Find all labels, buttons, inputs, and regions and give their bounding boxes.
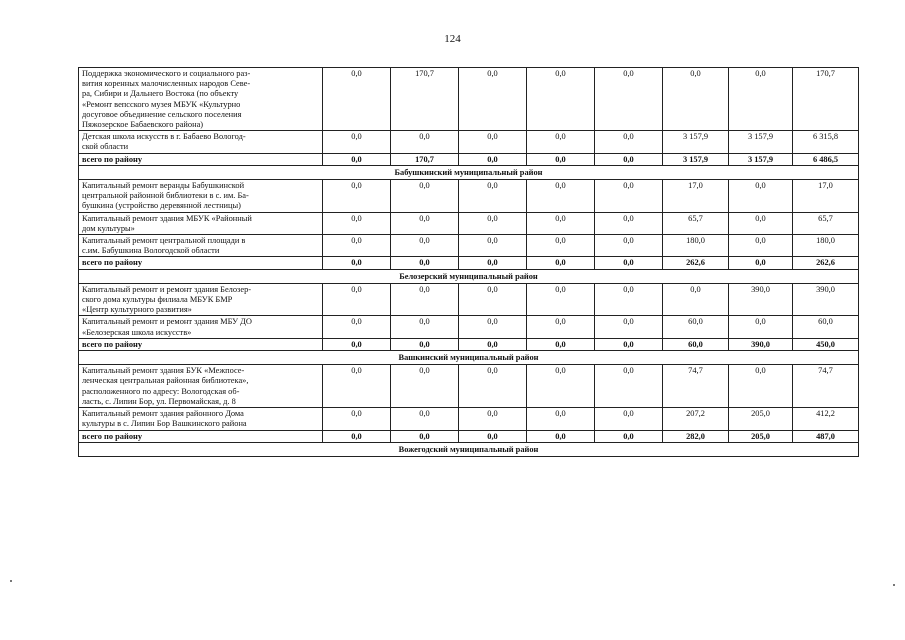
amount-cell: 0,0 <box>323 283 391 316</box>
amount-cell: 0,0 <box>595 408 663 430</box>
amount-cell: 0,0 <box>391 257 459 269</box>
amount-cell: 0,0 <box>459 338 527 350</box>
scan-mark <box>893 584 895 586</box>
amount-cell: 65,7 <box>663 212 729 234</box>
total-label: всего по району <box>79 430 323 442</box>
amount-cell: 60,0 <box>663 316 729 338</box>
budget-table <box>78 67 859 457</box>
amount-cell: 0,0 <box>323 212 391 234</box>
amount-cell: 0,0 <box>323 180 391 213</box>
amount-cell: 180,0 <box>663 235 729 257</box>
amount-cell: 74,7 <box>793 365 859 408</box>
district-name: Белозерский муниципальный район <box>79 269 859 283</box>
amount-cell: 3 157,9 <box>729 131 793 153</box>
amount-cell: 0,0 <box>595 338 663 350</box>
amount-cell: 0,0 <box>527 212 595 234</box>
amount-cell: 0,0 <box>729 235 793 257</box>
district-name: Бабушкинский муниципальный район <box>79 165 859 179</box>
table-row <box>79 68 859 131</box>
table-row <box>79 316 859 338</box>
total-label: всего по району <box>79 153 323 165</box>
total-label: всего по району <box>79 257 323 269</box>
amount-cell: 0,0 <box>323 316 391 338</box>
amount-cell: 0,0 <box>459 68 527 131</box>
amount-cell: 0,0 <box>729 365 793 408</box>
amount-cell: 0,0 <box>459 212 527 234</box>
amount-cell: 450,0 <box>793 338 859 350</box>
amount-cell: 0,0 <box>323 365 391 408</box>
amount-cell: 0,0 <box>527 365 595 408</box>
amount-cell: 0,0 <box>323 131 391 153</box>
amount-cell: 0,0 <box>595 68 663 131</box>
amount-cell: 0,0 <box>323 408 391 430</box>
amount-cell: 74,7 <box>663 365 729 408</box>
district-total-row <box>79 153 859 165</box>
amount-cell: 0,0 <box>595 283 663 316</box>
amount-cell: 170,7 <box>793 68 859 131</box>
district-header-row <box>79 269 859 283</box>
project-name: Детская школа искусств в г. Бабаево Вологод- ской области <box>79 131 323 153</box>
amount-cell: 6 486,5 <box>793 153 859 165</box>
amount-cell: 65,7 <box>793 212 859 234</box>
project-name: Капитальный ремонт здания районного Дома культуры в с. Липин Бор Вашкинского района <box>79 408 323 430</box>
amount-cell: 0,0 <box>459 408 527 430</box>
amount-cell: 0,0 <box>663 283 729 316</box>
table-row <box>79 212 859 234</box>
amount-cell: 0,0 <box>595 153 663 165</box>
scan-mark <box>10 580 12 582</box>
amount-cell: 170,7 <box>391 68 459 131</box>
amount-cell: 0,0 <box>459 283 527 316</box>
amount-cell: 0,0 <box>595 212 663 234</box>
amount-cell: 0,0 <box>527 257 595 269</box>
amount-cell: 205,0 <box>729 408 793 430</box>
amount-cell: 0,0 <box>323 430 391 442</box>
amount-cell: 3 157,9 <box>663 153 729 165</box>
amount-cell: 0,0 <box>391 316 459 338</box>
total-label: всего по району <box>79 338 323 350</box>
district-total-row <box>79 338 859 350</box>
amount-cell: 0,0 <box>527 180 595 213</box>
amount-cell: 0,0 <box>595 180 663 213</box>
amount-cell: 0,0 <box>459 153 527 165</box>
amount-cell: 60,0 <box>663 338 729 350</box>
district-name: Вашкинский муниципальный район <box>79 351 859 365</box>
amount-cell: 0,0 <box>527 153 595 165</box>
amount-cell: 0,0 <box>459 257 527 269</box>
amount-cell: 390,0 <box>729 338 793 350</box>
amount-cell: 0,0 <box>459 131 527 153</box>
amount-cell: 0,0 <box>729 212 793 234</box>
amount-cell: 412,2 <box>793 408 859 430</box>
amount-cell: 0,0 <box>527 283 595 316</box>
amount-cell: 262,6 <box>663 257 729 269</box>
amount-cell: 0,0 <box>391 338 459 350</box>
amount-cell: 0,0 <box>459 180 527 213</box>
district-name: Вожегодский муниципальный район <box>79 442 859 456</box>
amount-cell: 0,0 <box>729 257 793 269</box>
amount-cell: 0,0 <box>391 235 459 257</box>
district-total-row <box>79 257 859 269</box>
amount-cell: 207,2 <box>663 408 729 430</box>
amount-cell: 0,0 <box>527 430 595 442</box>
amount-cell: 0,0 <box>459 430 527 442</box>
district-header-row <box>79 165 859 179</box>
project-name: Капитальный ремонт центральной площади в с.им. Бабушкина Вологодской области <box>79 235 323 257</box>
amount-cell: 0,0 <box>391 408 459 430</box>
amount-cell: 0,0 <box>595 235 663 257</box>
district-header-row <box>79 351 859 365</box>
amount-cell: 0,0 <box>323 153 391 165</box>
amount-cell: 390,0 <box>793 283 859 316</box>
amount-cell: 0,0 <box>595 316 663 338</box>
amount-cell: 0,0 <box>729 180 793 213</box>
amount-cell: 0,0 <box>595 365 663 408</box>
amount-cell: 0,0 <box>391 283 459 316</box>
amount-cell: 0,0 <box>323 68 391 131</box>
amount-cell: 0,0 <box>459 235 527 257</box>
amount-cell: 0,0 <box>595 430 663 442</box>
amount-cell: 0,0 <box>527 68 595 131</box>
project-name: Капитальный ремонт здания МБУК «Районный дом культуры» <box>79 212 323 234</box>
amount-cell: 180,0 <box>793 235 859 257</box>
amount-cell: 0,0 <box>527 408 595 430</box>
table-row <box>79 131 859 153</box>
amount-cell: 0,0 <box>323 235 391 257</box>
table-body <box>79 68 859 457</box>
amount-cell: 17,0 <box>663 180 729 213</box>
project-name: Капитальный ремонт здания БУК «Межпосе- ленческая центральная районная библиотека», расположенного по адресу: Вологодская об- ласть, с. Липин Бор, ул. Первомайская, д. 8 <box>79 365 323 408</box>
amount-cell: 170,7 <box>391 153 459 165</box>
amount-cell: 0,0 <box>527 338 595 350</box>
project-name: Капитальный ремонт и ремонт здания МБУ ДО «Белозерская школа искусств» <box>79 316 323 338</box>
amount-cell: 0,0 <box>391 430 459 442</box>
amount-cell: 60,0 <box>793 316 859 338</box>
amount-cell: 262,6 <box>793 257 859 269</box>
amount-cell: 0,0 <box>391 131 459 153</box>
project-name: Капитальный ремонт веранды Бабушкинской центральной районной библиотеки в с. им. Ба- бушкина (устройство деревянной лестницы) <box>79 180 323 213</box>
amount-cell: 0,0 <box>323 257 391 269</box>
amount-cell: 0,0 <box>595 257 663 269</box>
amount-cell: 0,0 <box>527 316 595 338</box>
amount-cell: 0,0 <box>391 212 459 234</box>
amount-cell: 0,0 <box>663 68 729 131</box>
table-row <box>79 283 859 316</box>
amount-cell: 17,0 <box>793 180 859 213</box>
amount-cell: 0,0 <box>391 365 459 408</box>
page-number: 124 <box>444 33 461 45</box>
amount-cell: 487,0 <box>793 430 859 442</box>
amount-cell: 3 157,9 <box>729 153 793 165</box>
amount-cell: 0,0 <box>391 180 459 213</box>
table-row <box>79 235 859 257</box>
amount-cell: 0,0 <box>323 338 391 350</box>
district-total-row <box>79 430 859 442</box>
table-row <box>79 180 859 213</box>
amount-cell: 0,0 <box>527 235 595 257</box>
amount-cell: 205,0 <box>729 430 793 442</box>
amount-cell: 0,0 <box>729 316 793 338</box>
amount-cell: 0,0 <box>595 131 663 153</box>
table-row <box>79 408 859 430</box>
amount-cell: 0,0 <box>459 316 527 338</box>
district-header-row <box>79 442 859 456</box>
project-name: Поддержка экономического и социального раз- вития коренных малочисленных народов Севе- ра, Сибири и Дальнего Востока (по объекту «Ремонт вепсского музея МБУК «Культурно досуговое объединение сельского поселения Пяжозерское Бабаевского района) <box>79 68 323 131</box>
amount-cell: 390,0 <box>729 283 793 316</box>
amount-cell: 282,0 <box>663 430 729 442</box>
amount-cell: 0,0 <box>729 68 793 131</box>
table-row <box>79 365 859 408</box>
amount-cell: 3 157,9 <box>663 131 729 153</box>
amount-cell: 0,0 <box>527 131 595 153</box>
amount-cell: 6 315,8 <box>793 131 859 153</box>
amount-cell: 0,0 <box>459 365 527 408</box>
project-name: Капитальный ремонт и ремонт здания Белозер- ского дома культуры филиала МБУК БМР «Центр культурного развития» <box>79 283 323 316</box>
